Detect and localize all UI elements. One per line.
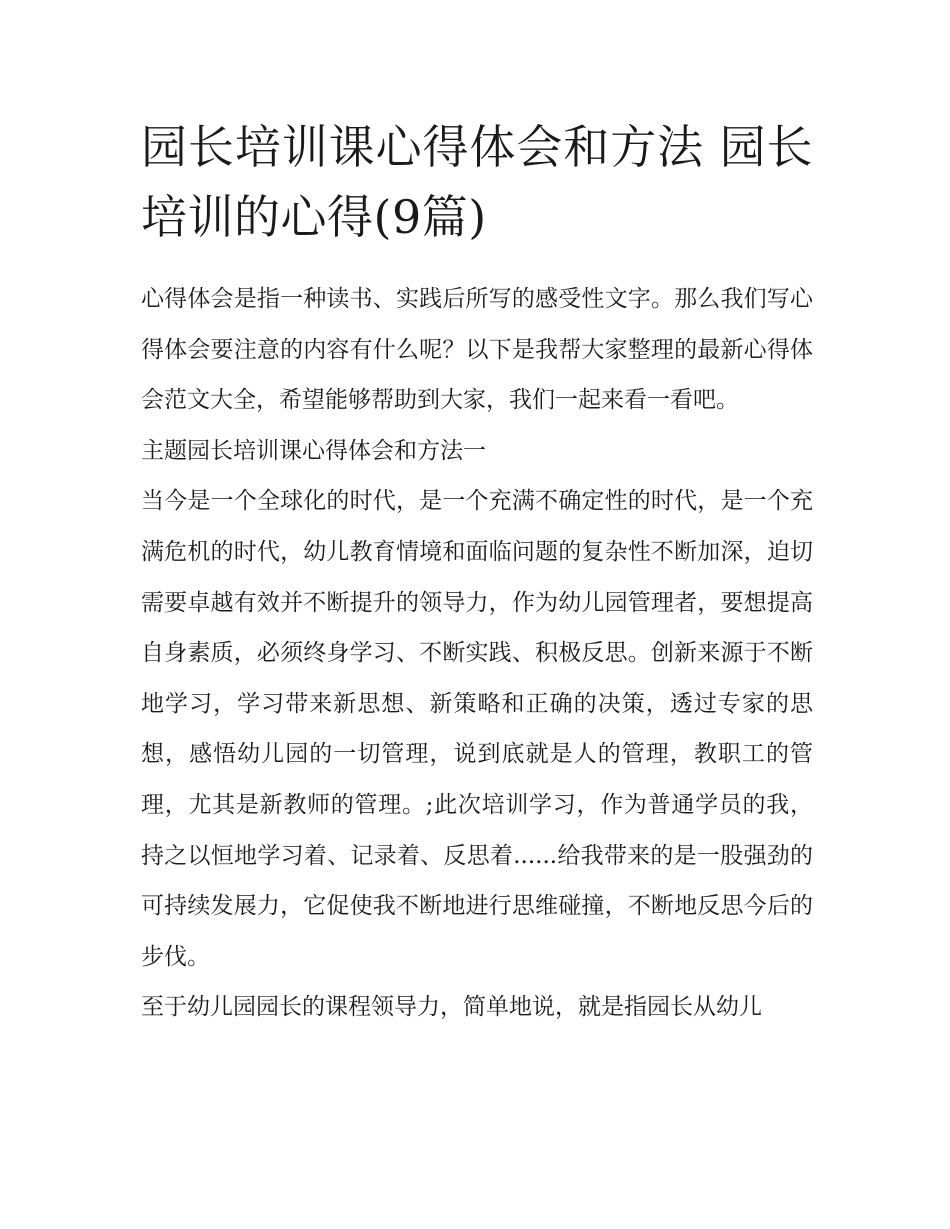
document-body: [141, 274, 813, 1033]
document-content: [141, 112, 813, 1033]
intro-paragraph: 心得体会是指一种读书、实践后所写的感受性文字。那么我们写心得体会要注意的内容有什么呢？以下是我帮大家整理的最新心得体会范文大全，希望能够帮助到大家，我们一起来看一看吧。: [141, 286, 813, 414]
body-paragraph: 当今是一个全球化的时代，是一个充满不确定性的时代，是一个充满危机的时代，幼儿教育情境和面临问题的复杂性不断加深，迫切需要卓越有效并不断提升的领导力，作为幼儿园管理者，要想提高自身素质，必须终身学习、不断实践、积极反思。创新来源于不断地学习，学习带来新思想、新策略和正确的决策，透过专家的思想，感悟幼儿园的一切管理，说到底就是人的管理，教职工的管理，尤其是新教师的管理。;此次培训学习，作为普通学员的我，持之以恒地学习着、记录着、反思着......给我带来的是一股强劲的可持续发展力，它促使我不断地进行思维碰撞，不断地反思今后的步伐。: [141, 488, 813, 970]
document-title: 园长培训课心得体会和方法 园长培训的心得(9篇): [141, 120, 813, 244]
section-heading: 主题园长培训课心得体会和方法一: [141, 437, 486, 464]
body-paragraph: 至于幼儿园园长的课程领导力，简单地说，就是指园长从幼儿: [141, 994, 762, 1021]
